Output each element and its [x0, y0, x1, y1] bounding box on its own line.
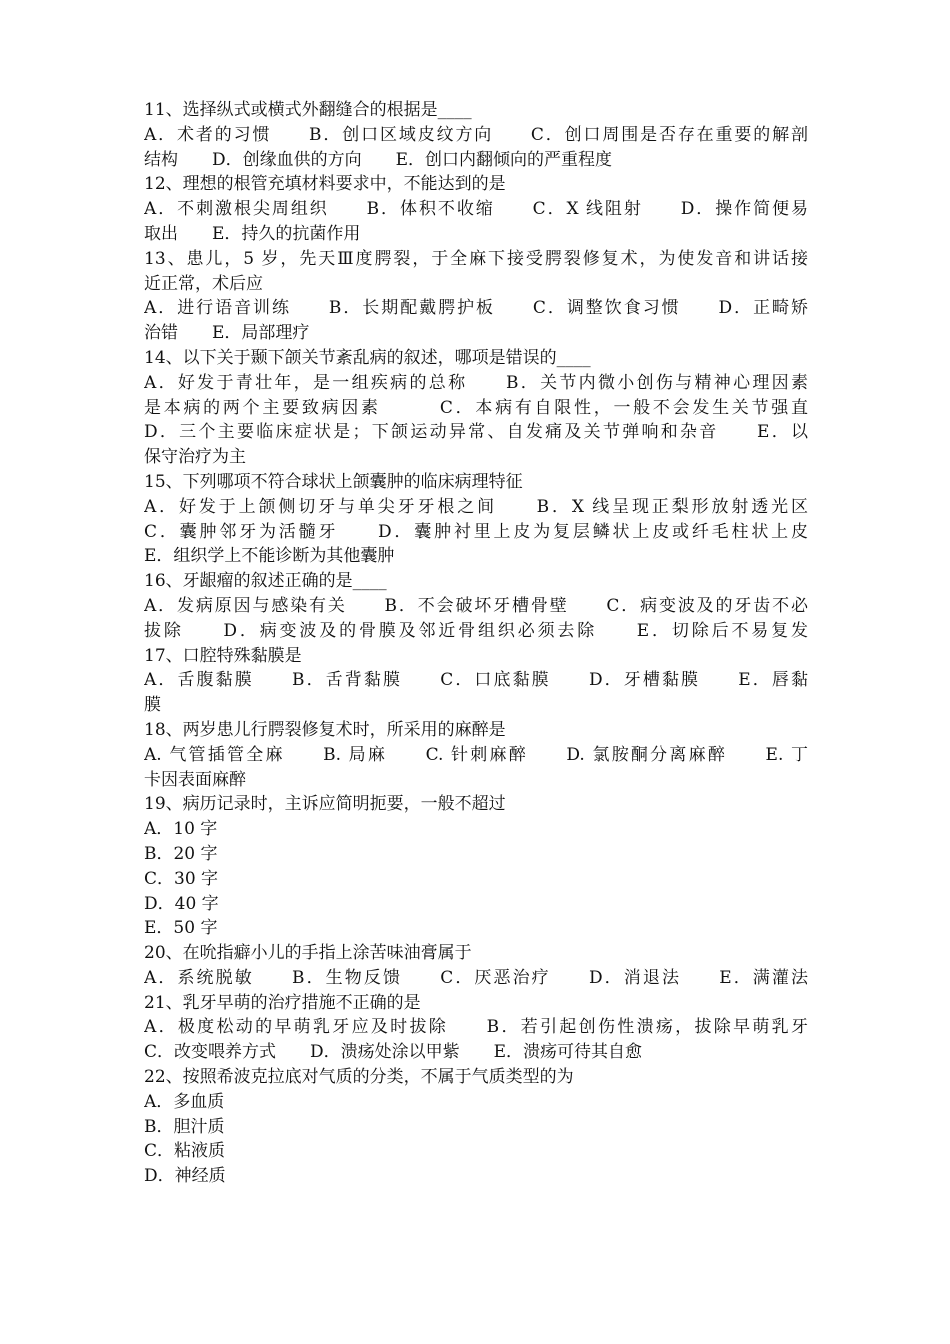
text-line: 是本病的两个主要致病因素 C．本病有自限性，一般不会发生关节强直 [144, 397, 808, 418]
text-line: A．系统脱敏 B．生物反馈 C．厌恶治疗 D．消退法 E．满灌法 [144, 967, 808, 988]
text-line: C．囊肿邻牙为活髓牙 D．囊肿衬里上皮为复层鳞状上皮或纤毛柱状上皮 [144, 521, 808, 542]
text-line: 卡因表面麻醉 [144, 769, 246, 790]
text-line: D．三个主要临床症状是；下颌运动异常、自发痛及关节弹响和杂音 E．以 [144, 422, 808, 443]
text-line: 16、牙龈瘤的叙述正确的是____ [144, 571, 387, 592]
text-line: D．40 字 [144, 893, 219, 914]
text-line: B．胆汁质 [144, 1116, 225, 1137]
text-line: A．好发于上颌侧切牙与单尖牙牙根之间 B．X 线呈现正梨形放射透光区 [144, 496, 808, 517]
text-line: A．极度松动的早萌乳牙应及时拔除 B．若引起创伤性溃疡，拔除早萌乳牙 [144, 1017, 808, 1038]
text-line: 近正常，术后应 [144, 273, 263, 294]
text-line: A．发病原因与感染有关 B．不会破坏牙槽骨壁 C．病变波及的牙齿不必 [144, 595, 808, 616]
text-line: 13、患儿，5 岁，先天Ⅲ度腭裂，于全麻下接受腭裂修复术，为使发音和讲话接 [144, 248, 808, 269]
text-line: 取出 E．持久的抗菌作用 [144, 223, 361, 244]
text-line: 11、选择纵式或横式外翻缝合的根据是____ [144, 100, 472, 120]
text-line: A．好发于青壮年，是一组疾病的总称 B．关节内微小创伤与精神心理因素 [144, 372, 808, 393]
text-line: 14、以下关于颞下颌关节紊乱病的叙述，哪项是错误的____ [144, 347, 591, 368]
text-line: E．50 字 [144, 918, 218, 939]
text-line: B．20 字 [144, 843, 218, 864]
text-line: 22、按照希波克拉底对气质的分类，不属于气质类型的为 [144, 1067, 574, 1088]
text-line: C．粘液质 [144, 1141, 226, 1162]
text-line: A．多血质 [144, 1091, 225, 1112]
text-line: 19、病历记录时，主诉应简明扼要，一般不超过 [144, 794, 506, 815]
text-line: A．进行语音训练 B．长期配戴腭护板 C．调整饮食习惯 D．正畸矫 [144, 298, 808, 319]
text-line: 结构 D．创缘血供的方向 E．创口内翻倾向的严重程度 [144, 149, 613, 170]
text-line: A．舌腹黏膜 B．舌背黏膜 C．口底黏膜 D．牙槽黏膜 E．唇黏 [144, 670, 808, 691]
text-line: E．组织学上不能诊断为其他囊肿 [144, 546, 395, 567]
document-page [144, 98, 808, 1189]
text-line: A．不刺激根尖周组织 B．体积不收缩 C．X 线阻射 D．操作简便易 [144, 199, 808, 220]
text-line: A. 气管插管全麻 B. 局麻 C. 针刺麻醉 D. 氯胺酮分离麻醉 E. 丁 [144, 744, 808, 765]
text-line: C．改变喂养方式 D．溃疡处涂以甲紫 E．溃疡可待其自愈 [144, 1042, 643, 1063]
text-line: 18、两岁患儿行腭裂修复术时，所采用的麻醉是 [144, 719, 506, 740]
text-line: 保守治疗为主 [144, 447, 246, 468]
text-line: 20、在吮指癖小儿的手指上涂苦味油膏属于 [144, 943, 472, 964]
text-line: 膜 [144, 695, 161, 716]
text-line: A．术者的习惯 B．创口区域皮纹方向 C．创口周围是否存在重要的解剖 [144, 124, 808, 145]
text-line: D．神经质 [144, 1166, 226, 1187]
text-line: 15、下列哪项不符合球状上颌囊肿的临床病理特征 [144, 471, 523, 492]
text-line: C．30 字 [144, 868, 219, 889]
text-line: 治错 E．局部理疗 [144, 323, 310, 344]
text-line: A．10 字 [144, 819, 218, 840]
text-line: 21、乳牙早萌的治疗措施不正确的是 [144, 992, 421, 1013]
text-line: 拔除 D．病变波及的骨膜及邻近骨组织必须去除 E．切除后不易复发 [144, 620, 808, 641]
text-line: 12、理想的根管充填材料要求中，不能达到的是 [144, 174, 506, 195]
text-line: 17、口腔特殊黏膜是 [144, 645, 302, 666]
